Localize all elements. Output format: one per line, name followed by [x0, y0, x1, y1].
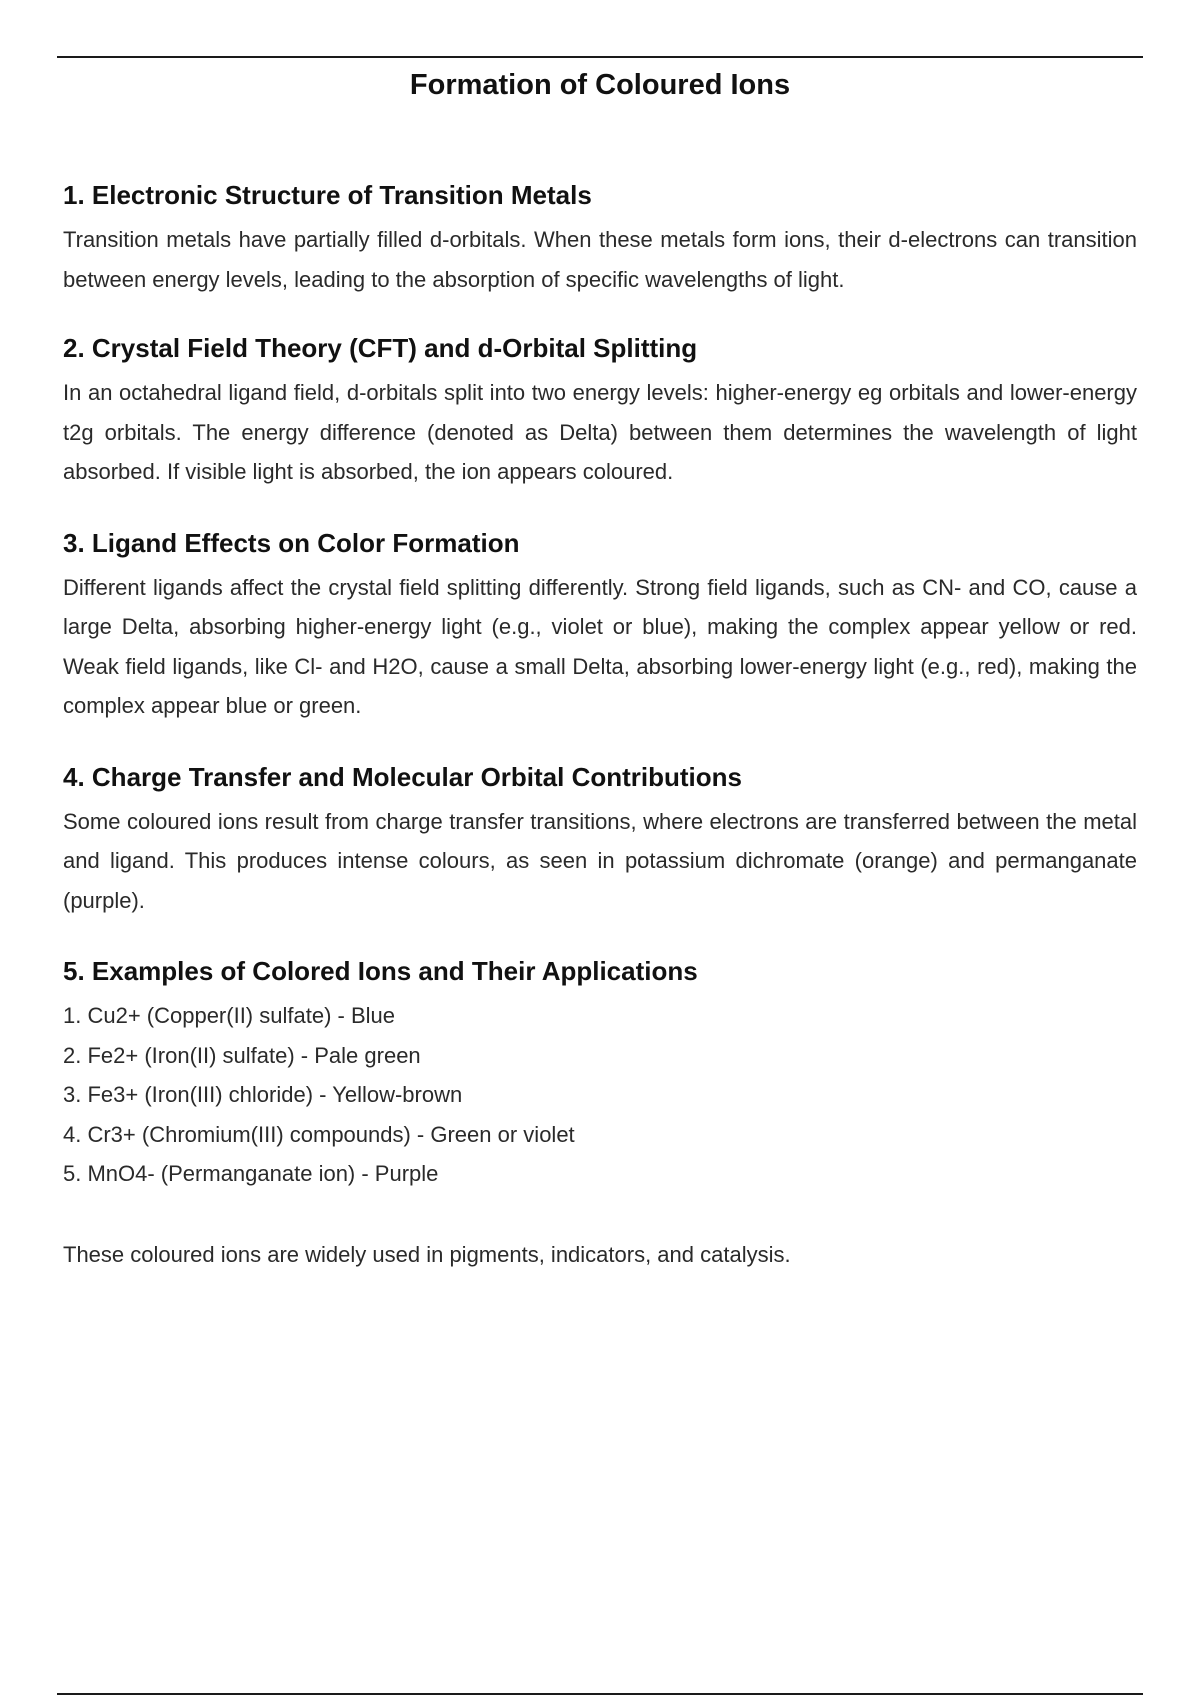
section-examples: [63, 954, 1137, 1194]
top-rule: [57, 56, 1143, 58]
section-crystal-field-theory: [63, 331, 1137, 492]
section-heading: 4. Charge Transfer and Molecular Orbital Contributions: [63, 761, 742, 792]
closing-paragraph: These coloured ions are widely used in pigments, indicators, and catalysis.: [63, 1241, 791, 1267]
section-heading: 5. Examples of Colored Ions and Their Applications: [63, 956, 698, 986]
section-paragraph: Some coloured ions result from charge transfer transitions, where electrons are transferred between the metal and ligand. This produces intense colours, as seen in potassium dichromate (orange) and permanganate (purple).: [63, 808, 1137, 913]
document-page: [63, 62, 1137, 1296]
section-charge-transfer: [63, 760, 1137, 921]
section-heading: 2. Crystal Field Theory (CFT) and d-Orbital Splitting: [63, 333, 698, 363]
section-heading: 1. Electronic Structure of Transition Metals: [63, 180, 592, 210]
list-item: 3. Fe3+ (Iron(III) chloride) - Yellow-brown: [63, 1082, 463, 1107]
list-item: 2. Fe2+ (Iron(II) sulfate) - Pale green: [63, 1042, 421, 1068]
list-item: 4. Cr3+ (Chromium(III) compounds) - Green or violet: [63, 1121, 575, 1147]
section-paragraph: Transition metals have partially filled d-orbitals. When these metals form ions, their d-electrons can transition between energy levels, leading to the absorption of specific wavelengths of light.: [63, 227, 1137, 292]
bottom-rule: [57, 1693, 1143, 1695]
list-item: 1. Cu2+ (Copper(II) sulfate) - Blue: [63, 1003, 395, 1028]
examples-list: [63, 996, 1137, 1194]
section-electronic-structure: [63, 178, 1137, 299]
section-heading: 3. Ligand Effects on Color Formation: [63, 527, 520, 558]
document-title: Formation of Coloured Ions: [409, 69, 791, 101]
section-paragraph: In an octahedral ligand field, d-orbitals split into two energy levels: higher-energy eg orbitals and lower-energy t2g orbitals. The energy difference (denoted as Delta) between them determines the wavelength of light absorbed. If visible light is absorbed, the ion appears coloured.: [63, 380, 1137, 484]
section-paragraph: Different ligands affect the crystal field splitting differently. Strong field ligands, such as CN- and CO, cause a large Delta, absorbing higher-energy light (e.g., violet or blue), making the complex appear yellow or red. Weak field ligands, like Cl- and H2O, cause a small Delta, absorbing lower-energy light (e.g., red), making the complex appear blue or green.: [63, 574, 1137, 718]
list-item: 5. MnO4- (Permanganate ion) - Purple: [63, 1161, 439, 1186]
section-ligand-effects: [63, 526, 1137, 726]
